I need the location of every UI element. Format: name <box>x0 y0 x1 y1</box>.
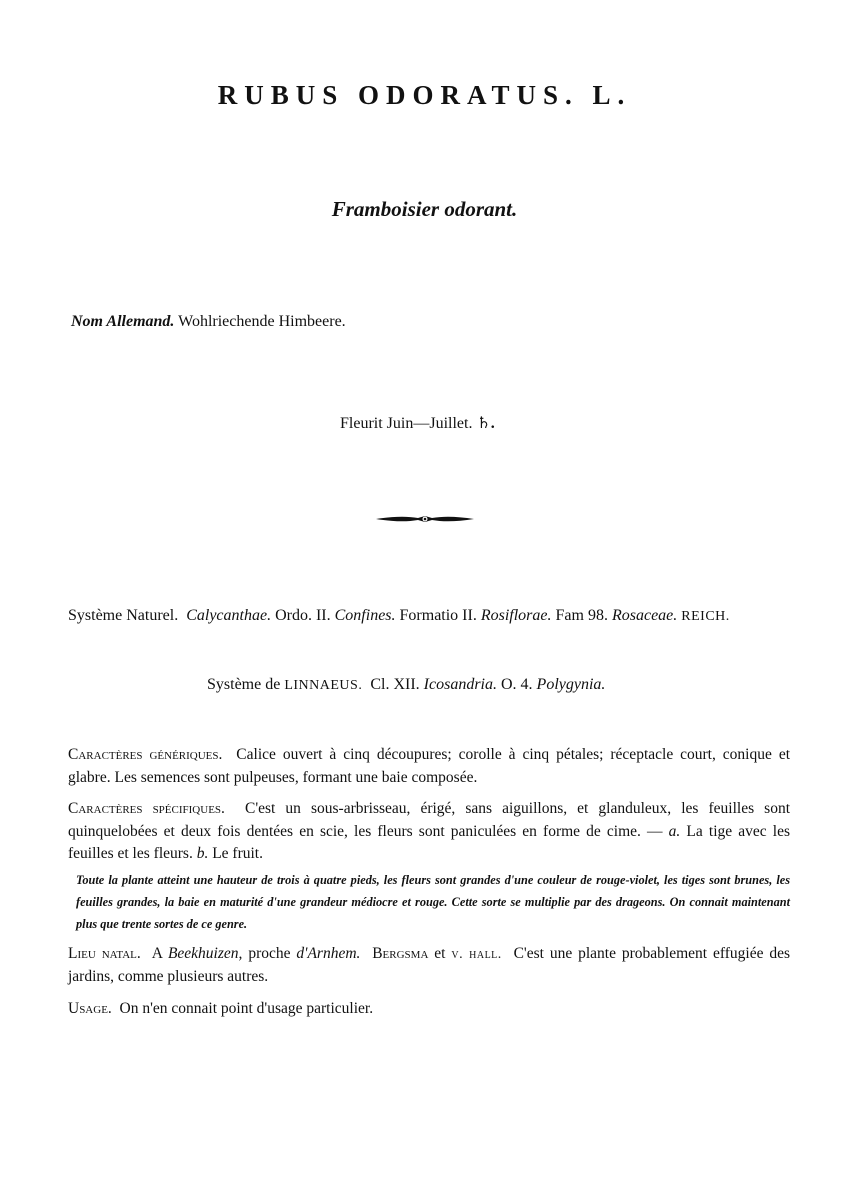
divider-ornament-icon <box>376 512 474 530</box>
native-place-arnhem: d'Arnhem. <box>296 944 361 962</box>
plant-note-paragraph: Toute la plante atteint une hauteur de trois à quatre pieds, les fleurs sont grandes d'une couleur de rouge-violet, les tiges sont brunes, les feuilles grandes, la baie en maturité d'une grandeur médiocre et rouge. Cette sorte se multiplie par des drageons. On connait maintenant plus que trente sortes de ce genre. <box>76 872 790 931</box>
german-name-line <box>71 313 346 331</box>
native-place-beekhuizen: Beekhuizen, <box>167 944 243 962</box>
generic-characters-label: Caractères génériques. <box>68 746 223 763</box>
native-place-bergsma: Bergsma <box>372 944 429 962</box>
german-name-label: Nom Allemand. <box>71 313 175 330</box>
generic-characters-paragraph <box>68 744 790 789</box>
native-place-hall: v. hall. <box>451 946 502 962</box>
linnaean-system-author: LINNAEUS. <box>284 678 363 693</box>
linnaean-system-order: O. 4. <box>500 676 533 693</box>
usage-paragraph <box>68 998 790 1021</box>
native-place-proche: proche <box>248 944 291 962</box>
natural-system-author: REICH. <box>681 609 730 624</box>
page-subtitle: Framboisier odorant. <box>331 197 518 221</box>
flowering-line <box>340 413 495 433</box>
natural-system-line <box>68 607 730 625</box>
description-body <box>68 744 790 1029</box>
usage-text: On n'en connait point d'usage particulier. <box>119 999 374 1017</box>
german-name-value: Wohlriechende Himbeere. <box>178 313 346 330</box>
native-place-text: C'est une plante probablement effugiée des jardins, comme plusieurs autres. <box>68 944 791 985</box>
native-place-et: et <box>434 944 446 962</box>
natural-system-rosaceae: Rosaceae. <box>611 607 678 624</box>
natural-system-ordo: Ordo. II. <box>275 607 331 624</box>
natural-system-label: Système Naturel. <box>68 607 179 624</box>
native-place-paragraph <box>68 943 790 989</box>
native-place-label: Lieu natal. <box>68 944 141 962</box>
natural-system-confines: Confines. <box>334 607 396 624</box>
natural-system-class: Calycanthae. <box>186 607 272 624</box>
natural-system-fam: Fam 98. <box>555 607 608 624</box>
usage-label: Usage. <box>68 999 112 1017</box>
specific-characters-paragraph <box>68 798 790 866</box>
generic-characters-text: Calice ouvert à cinq découpures; corolle à cinq pétales; réceptacle court, conique et glabre. Les semences sont pulpeuses, formant une baie composée. <box>68 746 791 786</box>
native-place-a: A <box>151 944 163 962</box>
figure-ref-a: a. <box>668 822 681 840</box>
natural-system-rosiflorae: Rosiflorae. <box>480 607 552 624</box>
linnaean-system-line <box>207 676 605 694</box>
flowering-text: Fleurit Juin—Juillet. <box>340 415 473 432</box>
specific-characters-text-2: La tige avec les feuilles et les fleurs. <box>68 822 790 862</box>
linnaean-system-icosandria: Icosandria. <box>423 676 497 693</box>
specific-characters-text-3: Le fruit. <box>212 845 263 862</box>
shrub-symbol: ♄. <box>476 415 495 432</box>
linnaean-system-polygynia: Polygynia. <box>536 676 606 693</box>
natural-system-formatio: Formatio II. <box>399 607 477 624</box>
specific-characters-label: Caractères spécifiques. <box>68 800 225 817</box>
page-title: RUBUS ODORATUS. L. <box>217 80 632 110</box>
linnaean-system-class: Cl. XII. <box>370 676 420 693</box>
specific-characters-text: C'est un sous-arbrisseau, érigé, sans aiguillons, et glanduleux, les feuilles sont quinquelobées et deux fois dentées en scie, les fleurs sont paniculées en forme de cime. — <box>68 800 790 840</box>
figure-ref-b: b. <box>196 845 209 862</box>
linnaean-system-label: Système de <box>207 676 281 693</box>
